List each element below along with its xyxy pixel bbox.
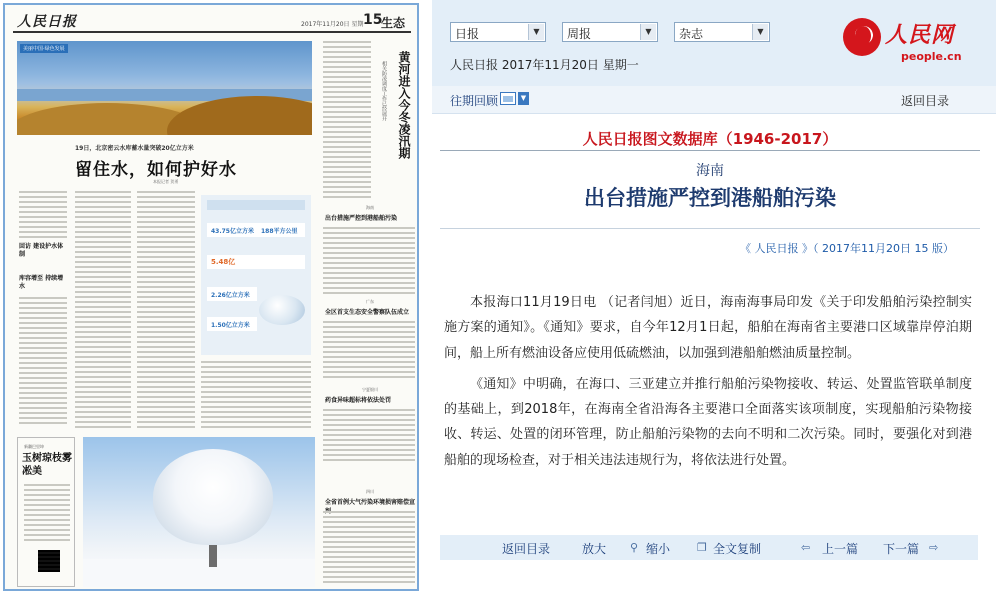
weekly-select[interactable] [562, 22, 658, 42]
text-column [137, 191, 195, 431]
article-title: 出台措施严控到港船舶污染 [584, 186, 836, 210]
calendar-dropdown[interactable] [500, 92, 530, 106]
side-story-title[interactable]: 全省首例大气污染环境损害赔偿宣 [325, 499, 416, 506]
chevron-down-icon[interactable]: ▼ [640, 24, 656, 40]
daily-select-value: 日报 [455, 27, 480, 41]
calendar-icon[interactable] [500, 92, 516, 105]
prev-article-icon[interactable]: ⇦ [801, 541, 811, 554]
bottom-back-to-index-link[interactable]: 返回目录 [502, 542, 551, 556]
qr-code-icon [38, 550, 60, 572]
people-logo[interactable] [843, 14, 983, 68]
weekly-select-value: 周报 [567, 27, 592, 41]
side-story-title[interactable]: 出台措施严控到港船舶污染 [325, 215, 398, 222]
photo-tree-crown [153, 449, 273, 545]
side-story-location: 宁夏银川 [362, 387, 378, 392]
newspaper-page-image[interactable] [3, 3, 419, 591]
article-paragraph: 《通知》中明确，在海口、三亚建立并推行船舶污染物接收、转运、处置监管联单制度的基础上，到2018年，在海南全省沿海各主要港口全面落实该项制度，实现船舶污染物接收、转运、处置的闭环管理，防止船舶污染物的去向不明和二次污染。同时，要强化对到港船舶的现场检查，对于相关违法违规行为，将依法进行处置。 [444, 376, 972, 468]
paper-page-number: 15 [363, 12, 383, 28]
info-stat: 5.48亿 [211, 258, 236, 266]
reservoir-photo[interactable] [17, 41, 312, 135]
logo-text-en: people.cn [901, 50, 962, 63]
rime-story-box[interactable] [17, 437, 75, 587]
info-stat: 43.75亿立方米 [211, 228, 254, 235]
text-column [201, 361, 311, 431]
zoom-out-button[interactable]: 缩小 [646, 542, 671, 556]
text-column [323, 409, 415, 464]
zoom-in-button[interactable]: 放大 [582, 542, 607, 556]
text-column [19, 191, 67, 241]
info-stat: 188平方公里 [261, 228, 298, 235]
copy-icon[interactable]: ❐ [697, 541, 707, 554]
text-column [24, 484, 70, 544]
info-pie-graphic [259, 295, 305, 325]
paper-left-subhead: 回访 建设护水体制 [19, 243, 64, 258]
issue-date-line: 人民日报 2017年11月20日 星期一 [450, 58, 639, 72]
divider [440, 150, 980, 151]
chevron-down-icon[interactable]: ▼ [518, 92, 529, 105]
info-box-row [207, 287, 257, 301]
article-body [444, 290, 972, 479]
magnifier-icon[interactable]: ⚲ [630, 541, 639, 554]
rime-story-kicker: 新疆巴里坤 [24, 444, 44, 449]
side-story-location: 四川 [366, 489, 374, 494]
prev-article-link[interactable]: 上一篇 [822, 542, 859, 556]
info-box-title-bar [207, 200, 305, 210]
side-story-广东[interactable] [325, 299, 415, 316]
past-issues-link[interactable]: 往期回顾 [450, 94, 499, 108]
next-article-link[interactable]: 下一篇 [883, 542, 920, 556]
info-box-row [207, 223, 305, 237]
text-column [75, 191, 131, 431]
info-stat: 2.26亿立方米 [211, 292, 250, 299]
article-kicker: 海南 [696, 163, 724, 179]
side-story-海南[interactable] [325, 205, 415, 222]
info-graphic-box [201, 195, 311, 355]
paper-date: 2017年11月20日 星期一 [301, 21, 370, 28]
paper-masthead: 人民日报 [17, 14, 77, 30]
magazine-select-value: 杂志 [679, 27, 704, 41]
chevron-down-icon[interactable]: ▼ [528, 24, 544, 40]
chevron-down-icon[interactable]: ▼ [752, 24, 768, 40]
text-column [323, 41, 371, 201]
copy-full-text-button[interactable]: 全文复制 [713, 542, 762, 556]
text-column [19, 297, 67, 427]
paper-byline: 本报记者 贺勇 [153, 179, 179, 184]
rime-tree-photo[interactable] [83, 437, 315, 587]
text-column [323, 511, 415, 586]
back-to-index-link[interactable]: 返回目录 [901, 94, 950, 108]
paper-header [13, 11, 411, 33]
article-source: 《 人民日报 》（ 2017年11月20日 15 版） [740, 242, 954, 255]
info-stat: 1.50亿立方米 [211, 322, 250, 329]
side-story-title[interactable]: 药食异味超标将依法处罚 [325, 397, 392, 404]
info-box-row [207, 317, 257, 331]
photo-tag: 美丽中国·绿色发展 [20, 44, 68, 53]
photo-ground [83, 559, 315, 587]
side-story-title[interactable]: 全区首支生态安全警察队伍成立 [325, 309, 410, 316]
people-logo-icon [843, 18, 881, 56]
magazine-select[interactable] [674, 22, 770, 42]
paper-section-name: 生态 [381, 16, 406, 30]
side-story-location: 海南 [366, 205, 374, 210]
logo-text-cn: 人民网 [885, 22, 955, 48]
paper-sub-headline[interactable]: 19日，北京密云水库蓄水量突破20亿立方米 [75, 145, 194, 152]
divider [440, 228, 980, 229]
vertical-subheadline: 相关防凌调度工作已经展开 [381, 61, 387, 121]
rime-story-title[interactable]: 玉树琼枝雾凇美 [22, 453, 72, 477]
side-story-location: 广东 [366, 299, 374, 304]
text-column [323, 321, 415, 381]
info-box-row [207, 255, 305, 269]
paper-left-subhead: 库容增至 持续增水 [19, 275, 64, 290]
text-column [323, 227, 415, 297]
side-story-宁夏[interactable] [325, 387, 415, 404]
photo-hill [167, 96, 312, 135]
paper-main-headline[interactable]: 留住水，如何护好水 [75, 160, 237, 180]
database-title: 人民日报图文数据库（1946-2017） [582, 130, 838, 148]
vertical-headline[interactable]: 黄河进入今冬凌汛期 [397, 51, 411, 159]
next-article-icon[interactable]: ⇨ [929, 541, 939, 554]
daily-select[interactable] [450, 22, 546, 42]
article-paragraph: 本报海口11月19日电 （记者闫旭）近日，海南海事局印发《关于印发船舶污染控制实施方案的通知》。《通知》要求，自今年12月1日起，船舶在海南省主要港口区域靠岸停泊期间，船上所有燃油设备应使用低硫燃油，以加强到港船舶燃油质量控制。 [444, 295, 972, 361]
